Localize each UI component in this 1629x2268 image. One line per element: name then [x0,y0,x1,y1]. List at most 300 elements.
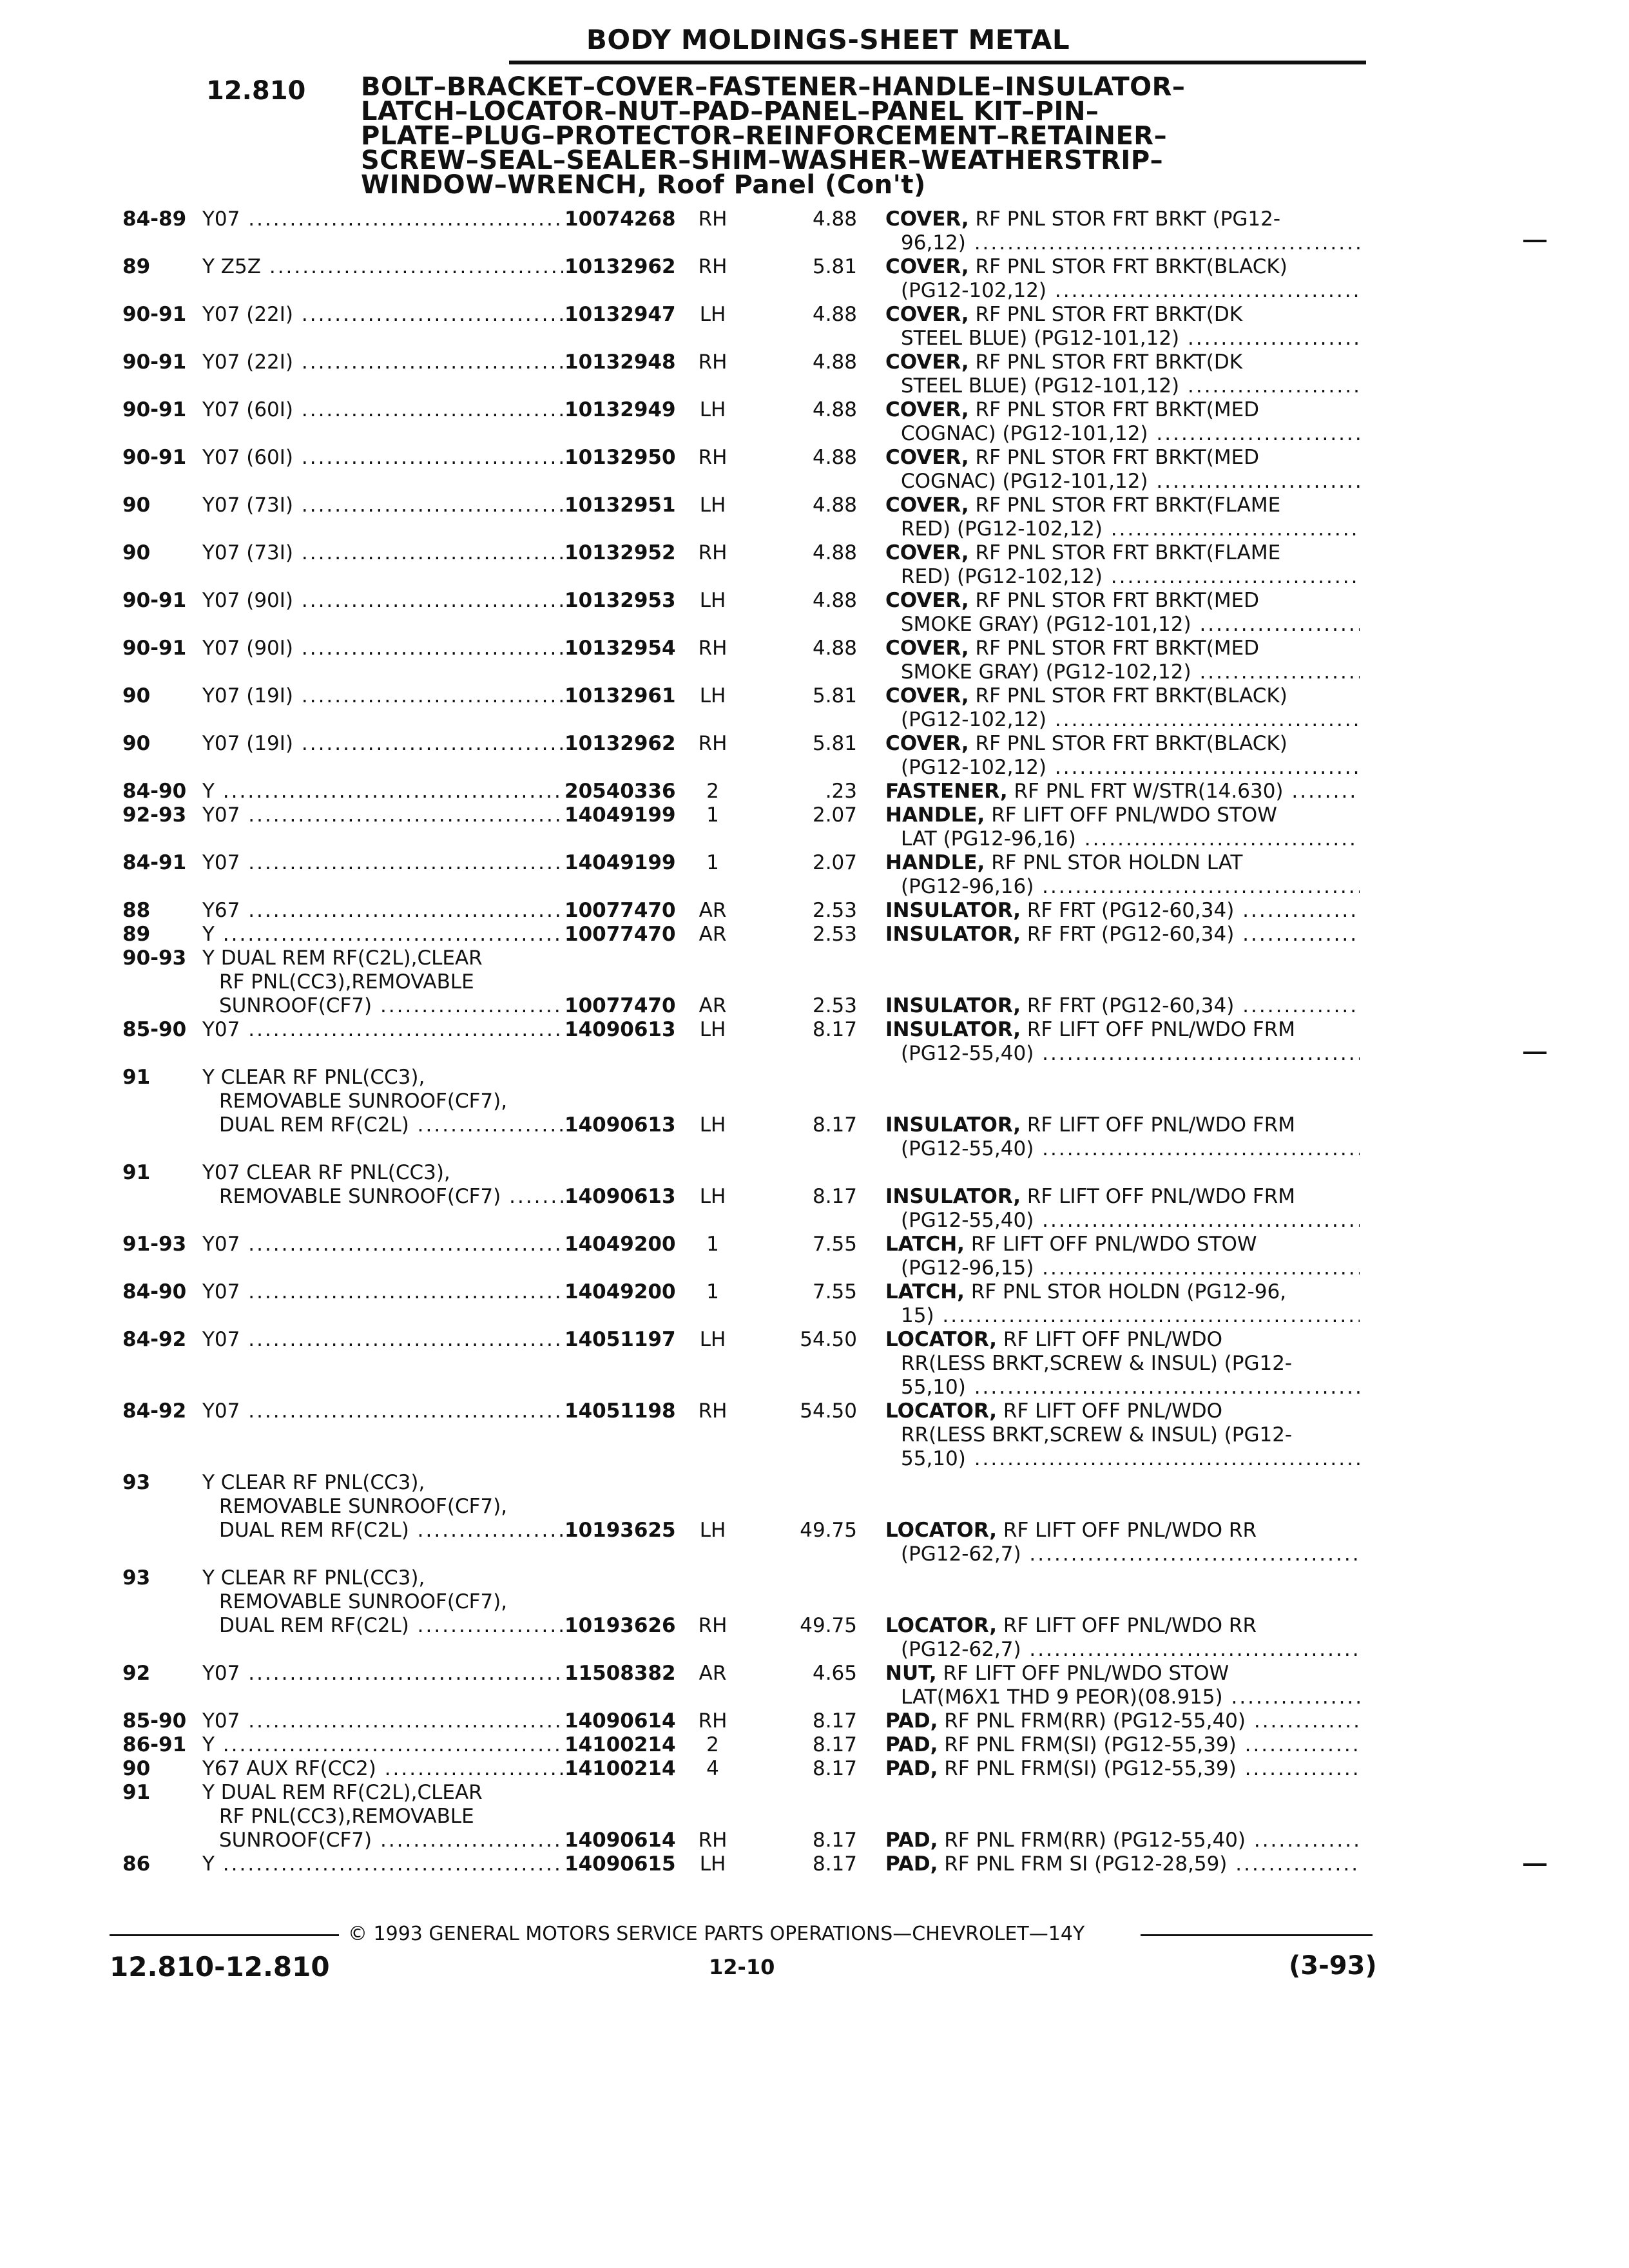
description-line: Y07 (60I) ..... [202,446,563,470]
model-years: 92-93 [122,803,187,827]
quantity: RH [698,1614,728,1637]
part-type: LATCH, [885,1280,965,1303]
part-name-line [885,1328,1360,1352]
part-name-line: (PG12-55,40) ..... [885,1042,1360,1066]
price: 2.07 [812,803,857,827]
part-type: LOCATOR, [885,1328,998,1351]
part-type: COVER, [885,398,969,421]
part-number: 10077470 [564,994,676,1017]
section-title-line: BOLT–BRACKET–COVER–FASTENER–HANDLE–INSULATOR– [361,72,1186,102]
part-number: 10132951 [564,494,676,517]
part-name [885,446,1360,494]
part-detail: RF PNL STOR HOLDN LAT [991,851,1243,874]
part-detail: RF FRT (PG12-60,34) [1027,994,1235,1017]
quantity: LH [699,1328,726,1351]
part-number: 10132962 [564,255,676,278]
model-years: 90-91 [122,637,187,660]
part-detail: RF PNL STOR FRT BRKT(DK [975,351,1243,374]
part-name-line: (PG12-55,40) ..... [885,1209,1360,1233]
part-name-line [885,398,1360,422]
part-type: PAD, [885,1757,938,1780]
part-name-line [885,1018,1360,1042]
application-description [202,684,563,708]
margin-mark [1523,1863,1547,1866]
part-name-line: 96,12) ..... [885,231,1360,255]
part-type: COVER, [885,446,969,469]
part-name-line [885,1852,1360,1876]
section-title-line: SCREW–SEAL–SEALER–SHIM–WASHER–WEATHERSTRIP– [361,146,1164,175]
part-type: HANDLE, [885,851,985,874]
description-line: Y DUAL REM RF(C2L),CLEAR [202,947,483,970]
part-name-line: RED) (PG12-102,12) ..... [885,517,1360,541]
description-line: Y07 CLEAR RF PNL(CC3), [202,1161,450,1184]
quantity: 4 [706,1757,719,1780]
part-detail: RF LIFT OFF PNL/WDO [1003,1328,1223,1351]
description-line: Y07 (90I) ..... [202,637,563,660]
price: 2.07 [812,851,857,874]
part-name-line [885,851,1360,875]
part-number: 14090614 [564,1829,676,1852]
part-name [885,1829,1360,1852]
part-number: 10132961 [564,684,676,707]
part-name-line: 15) ..... [885,1304,1360,1328]
price: 4.88 [812,589,857,612]
part-type: FASTENER, [885,780,1008,803]
part-type: LATCH, [885,1233,965,1256]
price: 4.88 [812,541,857,564]
part-name-line [885,637,1360,660]
quantity: LH [699,1519,726,1542]
part-name [885,1113,1360,1161]
price: 2.53 [812,994,857,1017]
model-years: 91 [122,1161,151,1184]
part-detail: RF PNL STOR FRT BRKT(DK [975,303,1243,326]
price: 4.88 [812,351,857,374]
description-line: SUNROOF(CF7) ..... [202,1829,563,1852]
parts-row [0,637,1629,684]
part-name-line [885,207,1360,231]
application-description [202,732,563,756]
application-description [202,947,563,1018]
quantity: RH [698,255,728,278]
part-number: 14049199 [564,851,676,874]
part-name-line [885,589,1360,613]
parts-row [0,1471,1629,1566]
description-line: RF PNL(CC3),REMOVABLE [219,1805,474,1828]
part-detail: RF LIFT OFF PNL/WDO FRM [1027,1185,1296,1208]
part-type: NUT, [885,1662,937,1685]
section-title-line: LATCH–LOCATOR–NUT–PAD–PANEL–PANEL KIT–PIN– [361,97,1099,126]
model-years: 93 [122,1566,151,1590]
part-name-line: COGNAC) (PG12-101,12) ..... [885,422,1360,446]
part-detail: RF PNL STOR FRT BRKT(FLAME [975,541,1281,564]
application-description [202,1399,563,1423]
parts-row [0,303,1629,351]
page-number: 12-10 [709,1955,775,1979]
part-name [885,1709,1360,1733]
part-name-line: 55,10) ..... [885,1376,1360,1399]
part-detail: RF PNL STOR FRT BRKT(MED [975,589,1260,612]
footer-rule [110,1934,339,1936]
part-number: 14051197 [564,1328,676,1351]
parts-row [0,684,1629,732]
part-type: INSULATOR, [885,1185,1021,1208]
part-name [885,732,1360,780]
part-type: COVER, [885,303,969,326]
part-name [885,207,1360,255]
application-description [202,803,563,827]
quantity: AR [699,923,727,946]
part-name-line: RR(LESS BRKT,SCREW & INSUL) (PG12- [901,1352,1293,1375]
parts-row [0,1566,1629,1662]
part-detail: RF PNL FRT W/STR(14.630) [1014,780,1284,803]
part-name [885,1280,1360,1328]
description-line: DUAL REM RF(C2L) ..... [202,1113,563,1137]
part-number: 10132950 [564,446,676,469]
description-line: SUNROOF(CF7) ..... [202,994,563,1018]
copyright-notice: © 1993 GENERAL MOTORS SERVICE PARTS OPERATIONS—CHEVROLET—14Y [348,1923,1085,1945]
application-description [202,207,563,231]
part-detail: RF LIFT OFF PNL/WDO FRM [1027,1018,1296,1041]
part-name-line: LAT(M6X1 THD 9 PEOR)(08.915) ..... [885,1686,1360,1709]
model-years: 90-91 [122,303,187,326]
model-years: 86-91 [122,1733,187,1756]
description-line: Y ..... [202,780,563,803]
part-type: COVER, [885,637,969,660]
revision-date: (3-93) [1289,1951,1377,1981]
price: 4.88 [812,207,857,231]
part-detail: RF PNL STOR HOLDN (PG12-96, [970,1280,1287,1303]
part-name [885,541,1360,589]
part-name-line [885,1757,1360,1781]
description-line: DUAL REM RF(C2L) ..... [202,1519,563,1542]
description-line: REMOVABLE SUNROOF(CF7), [219,1590,508,1613]
part-detail: RF LIFT OFF PNL/WDO RR [1003,1519,1257,1542]
application-description [202,1757,563,1781]
part-name-line: RED) (PG12-102,12) ..... [885,565,1360,589]
part-number: 20540336 [564,780,676,803]
part-number: 10077470 [564,923,676,946]
quantity: 1 [706,1280,719,1303]
margin-mark [1523,240,1547,242]
part-detail: RF PNL STOR FRT BRKT(BLACK) [975,684,1287,707]
parts-row [0,1757,1629,1781]
part-detail: RF PNL FRM(SI) (PG12-55,39) [944,1733,1237,1756]
parts-row [0,851,1629,899]
parts-row [0,1066,1629,1161]
parts-row [0,494,1629,541]
part-detail: RF PNL FRM(RR) (PG12-55,40) [944,1829,1246,1852]
description-line: Y07 (19I) ..... [202,684,563,708]
parts-row [0,541,1629,589]
part-type: INSULATOR, [885,899,1021,922]
model-years: 93 [122,1471,151,1494]
part-name-line [885,1233,1360,1256]
parts-row [0,1781,1629,1852]
part-name-line: RR(LESS BRKT,SCREW & INSUL) (PG12- [901,1423,1293,1446]
application-description [202,637,563,660]
price: 4.88 [812,446,857,469]
part-name [885,303,1360,351]
part-type: INSULATOR, [885,1113,1021,1137]
price: 2.53 [812,923,857,946]
part-number: 14100214 [564,1733,676,1756]
application-description [202,398,563,422]
part-type: HANDLE, [885,803,985,827]
price: 8.17 [812,1709,857,1733]
part-type: COVER, [885,541,969,564]
part-name-line: LAT (PG12-96,16) ..... [885,827,1360,851]
parts-row [0,1399,1629,1471]
description-line: Y Z5Z ..... [202,255,563,279]
quantity: AR [699,994,727,1017]
model-years: 90-91 [122,446,187,469]
quantity: RH [698,446,728,469]
parts-row [0,1018,1629,1066]
part-name-line: 55,10) ..... [885,1447,1360,1471]
parts-row [0,1852,1629,1876]
part-name-line [885,1113,1360,1137]
part-name [885,851,1360,899]
application-description [202,899,563,923]
description-line: Y07 (22I) ..... [202,351,563,374]
description-line: Y CLEAR RF PNL(CC3), [202,1471,425,1494]
application-description [202,1781,563,1852]
description-line: REMOVABLE SUNROOF(CF7), [219,1495,508,1518]
part-number: 10193626 [564,1614,676,1637]
description-line: Y07 (19I) ..... [202,732,563,756]
application-description [202,303,563,327]
part-name [885,589,1360,637]
description-line: Y07 (60I) ..... [202,398,563,422]
quantity: 1 [706,851,719,874]
part-detail: RF PNL STOR FRT BRKT(MED [975,446,1260,469]
quantity: LH [699,1185,726,1208]
part-name [885,351,1360,398]
part-type: COVER, [885,684,969,707]
part-name [885,1399,1360,1471]
part-type: COVER, [885,589,969,612]
description-line: Y ..... [202,923,563,947]
part-name-line: COGNAC) (PG12-101,12) ..... [885,470,1360,494]
part-detail: RF PNL FRM(SI) (PG12-55,39) [944,1757,1237,1780]
part-name-line: (PG12-102,12) ..... [885,708,1360,732]
quantity: AR [699,1662,727,1685]
quantity: LH [699,303,726,326]
part-name [885,1328,1360,1399]
application-description [202,1280,563,1304]
part-detail: RF PNL STOR FRT BRKT(MED [975,637,1260,660]
part-name-line [885,255,1360,279]
page-header [509,23,1366,64]
part-type: LOCATOR, [885,1519,998,1542]
application-description [202,1852,563,1876]
part-name-line [885,1519,1360,1542]
application-description [202,494,563,517]
quantity: LH [699,1018,726,1041]
part-number: 14049200 [564,1280,676,1303]
parts-row [0,255,1629,303]
price: 8.17 [812,1829,857,1852]
part-name-line: (PG12-102,12) ..... [885,279,1360,303]
description-line: Y ..... [202,1852,563,1876]
application-description [202,1066,563,1137]
part-name [885,1519,1360,1566]
part-type: COVER, [885,351,969,374]
parts-row [0,1662,1629,1709]
price: 54.50 [800,1399,857,1423]
description-line: RF PNL(CC3),REMOVABLE [219,970,474,994]
part-name [885,1185,1360,1233]
price: 49.75 [800,1519,857,1542]
part-name-line [885,923,1360,947]
model-years: 90-91 [122,351,187,374]
application-description [202,780,563,803]
model-years: 90 [122,684,151,707]
quantity: RH [698,541,728,564]
model-years: 84-92 [122,1399,187,1423]
price: 8.17 [812,1733,857,1756]
quantity: RH [698,207,728,231]
price: 5.81 [812,255,857,278]
model-years: 85-90 [122,1709,187,1733]
parts-row [0,803,1629,851]
parts-row [0,1233,1629,1280]
application-description [202,351,563,374]
description-line: Y67 AUX RF(CC2) ..... [202,1757,563,1781]
description-line: Y07 ..... [202,1328,563,1352]
part-name [885,637,1360,684]
part-name-line: STEEL BLUE) (PG12-101,12) ..... [885,327,1360,351]
part-detail: RF PNL FRM(RR) (PG12-55,40) [944,1709,1246,1733]
model-years: 84-90 [122,780,187,803]
price: 8.17 [812,1113,857,1137]
section-range: 12.810-12.810 [110,1951,330,1983]
part-name [885,803,1360,851]
section-title-line: PLATE–PLUG–PROTECTOR–REINFORCEMENT–RETAINER– [361,121,1168,151]
parts-row [0,732,1629,780]
application-description [202,1233,563,1256]
quantity: LH [699,589,726,612]
quantity: RH [698,351,728,374]
part-type: LOCATOR, [885,1399,998,1423]
description-line: Y07 ..... [202,1233,563,1256]
quantity: AR [699,899,727,922]
part-detail: RF LIFT OFF PNL/WDO FRM [1027,1113,1296,1137]
part-name-line [885,494,1360,517]
price: 8.17 [812,1852,857,1876]
description-line: REMOVABLE SUNROOF(CF7) ..... [202,1185,563,1209]
part-name-line [885,351,1360,374]
model-years: 91 [122,1781,151,1804]
part-number: 10132949 [564,398,676,421]
parts-row [0,899,1629,923]
part-number: 10132962 [564,732,676,755]
part-name [885,994,1360,1018]
model-years: 90 [122,541,151,564]
part-name [885,923,1360,947]
part-number: 14090613 [564,1018,676,1041]
quantity: 1 [706,803,719,827]
part-type: COVER, [885,732,969,755]
quantity: LH [699,684,726,707]
part-number: 14049200 [564,1233,676,1256]
parts-row [0,207,1629,255]
application-description [202,1709,563,1733]
part-number: 14051198 [564,1399,676,1423]
price: 54.50 [800,1328,857,1351]
application-description [202,446,563,470]
quantity: 1 [706,1233,719,1256]
part-name-line: (PG12-62,7) ..... [885,1638,1360,1662]
part-detail: RF LIFT OFF PNL/WDO STOW [970,1233,1257,1256]
part-type: COVER, [885,494,969,517]
model-years: 90-93 [122,947,187,970]
part-name-line [885,803,1360,827]
quantity: 2 [706,1733,719,1756]
part-number: 10077470 [564,899,676,922]
part-detail: RF PNL STOR FRT BRKT(MED [975,398,1260,421]
part-name-line [885,899,1360,923]
part-name-line [885,1709,1360,1733]
part-name-line [885,446,1360,470]
model-years: 90 [122,494,151,517]
application-description [202,923,563,947]
description-line: Y67 ..... [202,899,563,923]
part-name [885,1733,1360,1757]
part-type: PAD, [885,1733,938,1756]
model-years: 89 [122,255,151,278]
description-line: REMOVABLE SUNROOF(CF7), [219,1090,508,1113]
part-name-line: SMOKE GRAY) (PG12-102,12) ..... [885,660,1360,684]
parts-row [0,1328,1629,1399]
part-number: 10132948 [564,351,676,374]
part-number: 11508382 [564,1662,676,1685]
model-years: 91-93 [122,1233,187,1256]
parts-row [0,1733,1629,1757]
quantity: LH [699,398,726,421]
quantity: LH [699,1852,726,1876]
part-name-line [885,1280,1360,1304]
part-type: INSULATOR, [885,923,1021,946]
section-number: 12.810 [206,76,306,106]
model-years: 84-91 [122,851,187,874]
price: 49.75 [800,1614,857,1637]
quantity: 2 [706,780,719,803]
part-name [885,1018,1360,1066]
part-detail: RF PNL STOR FRT BRKT(BLACK) [975,255,1287,278]
parts-table [0,207,1629,1876]
part-type: COVER, [885,207,969,231]
model-years: 84-90 [122,1280,187,1303]
application-description [202,1018,563,1042]
model-years: 90-91 [122,589,187,612]
description-line: Y07 ..... [202,851,563,875]
parts-row [0,947,1629,1018]
description-line: Y07 (90I) ..... [202,589,563,613]
application-description [202,255,563,279]
part-name [885,684,1360,732]
part-name-line: STEEL BLUE) (PG12-101,12) ..... [885,374,1360,398]
description-line: Y ..... [202,1733,563,1757]
application-description [202,541,563,565]
part-name-line [885,1662,1360,1686]
model-years: 90-91 [122,398,187,421]
part-name-line: (PG12-62,7) ..... [885,1542,1360,1566]
part-number: 10132952 [564,541,676,564]
part-type: PAD, [885,1709,938,1733]
model-years: 89 [122,923,151,946]
